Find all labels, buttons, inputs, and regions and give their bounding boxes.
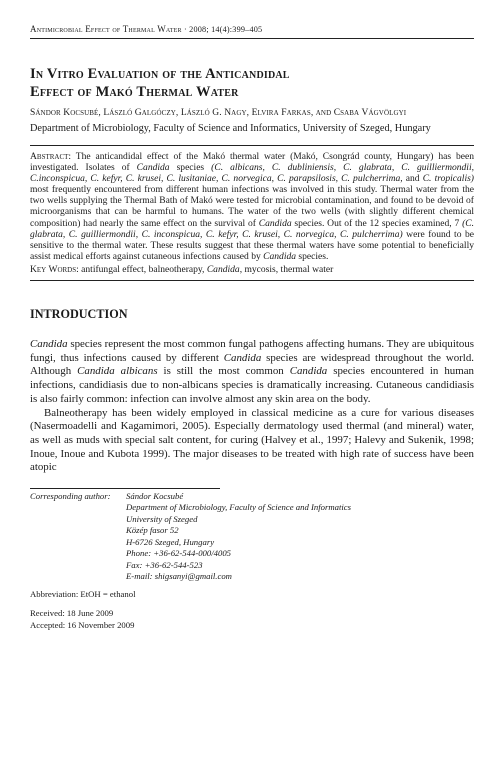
intro-italic: Candida <box>223 351 262 364</box>
corresponding-name: Sándor Kocsubé <box>126 491 184 502</box>
intro-italic: Candida <box>30 338 68 351</box>
keywords-text: , mycosis, thermal water <box>239 263 334 275</box>
running-head <box>30 24 474 39</box>
keywords <box>30 264 474 281</box>
abstract-label: Abstract: <box>30 151 72 162</box>
corresponding-city: H-6726 Szeged, Hungary <box>126 536 215 547</box>
submission-dates <box>30 608 474 631</box>
affiliation: Department of Microbiology, Faculty of Science and Informatics, University of Szeged, Hungary <box>30 123 431 134</box>
intro-text: is still the most common <box>157 365 290 378</box>
corresponding-street: Közép fasor 52 <box>126 525 179 536</box>
corresponding-author-label: Corresponding author: <box>30 491 111 502</box>
abstract-text: most frequently encountered from different human infections was involved in this study. Thermal water from the two wells supplying the Thermal Bath of Makó were tested for microbial contamination, and found to be devoid of microorganisms that can be harmful to humans. The water of the two wells (with slightly different chemical composition) had nearly the same effect on the survival of <box>30 184 474 229</box>
intro-italic: Candida <box>289 365 328 378</box>
corresponding-email[interactable]: E-mail: shigsanyi@gmail.com <box>126 570 232 581</box>
intro-text: species encountered in human infections, candidiasis due to non-albicans species is dramatically increasing. Cutaneous candidiasis is also fairly common: infection can involve almost any skin area on the body. <box>30 365 474 405</box>
corresponding-author-block <box>30 491 474 582</box>
abstract-text: species. <box>296 250 329 262</box>
received-date: Received: 18 June 2009 <box>30 608 114 619</box>
abstract-text: and <box>402 173 423 185</box>
abstract-text: species <box>169 162 212 174</box>
abstract-italic: Candida <box>263 250 297 262</box>
author-list: Sándor Kocsubé, László Galgóczy, László G. Nagy, Elvira Farkas, and Csaba Vágvölgyi <box>30 108 407 118</box>
running-head-citation: · 2008; 14(4):399–405 <box>184 25 263 34</box>
abstract-text: species. Out of the 12 species examined, 7 <box>291 217 463 229</box>
section-heading-introduction: INTRODUCTION <box>30 307 128 322</box>
abstract-italic: C. tropicalis) <box>422 173 474 185</box>
keywords-italic: Candida <box>206 263 240 275</box>
keywords-text: antifungal effect, balneotherapy, <box>78 263 207 275</box>
introduction-body <box>30 338 474 475</box>
abstract-italic: (C. albicans, C. dubliniensis, C. glabrata, C. guilliermondii, C.inconspicua, C. kefyr, C. krusei, C. lusitaniae, C. norvegica, C. parapsilosis, C. pulcherrima, <box>30 162 474 185</box>
intro-text: species are widespread throughout the world. Although <box>30 351 474 378</box>
abstract-text: were found to be sensitive to the thermal water. These results suggest that these thermal waters have some potential to beneficially assist medical efforts against cutaneous infections caused by <box>30 228 474 262</box>
intro-paragraph-2: Balneotherapy has been widely employed in classical medicine as a cure for various diseases (Nasermoadelli and Kagamimori, 2005). Especially dermatology used thermal (and mineral) water, as well as muds with special salt content, for curing (Halvey et al., 1997; Halevy and Sukenik, 1998; Inoue, Inoue and Kubota 1999). The major diseases to be treated with high rate of success have been atopic <box>30 406 474 474</box>
title-line-1: In Vitro Evaluation of the Anticandidal <box>30 66 290 82</box>
footnote-divider <box>30 488 220 489</box>
abstract-italic: Candida <box>136 162 170 174</box>
abstract-italic: (C. glabrata, C. guilliermondii, C. inconspicua, C. kefyr, C. krusei, C. norvegica, C. pulcherrima) <box>30 217 474 240</box>
corresponding-department: Department of Microbiology, Faculty of Science and Informatics <box>126 502 352 513</box>
intro-italic: Candida albicans <box>77 365 158 378</box>
abstract-text: The anticandidal effect of the Makó thermal water (Makó, Csongrád county, Hungary) has been investigated. Isolates of <box>30 151 474 174</box>
intro-text: species represent the most common fungal pathogens affecting humans. They are ubiquitous fungi, thus infections caused by different <box>30 338 474 364</box>
corresponding-author-details <box>126 491 351 582</box>
title-line-2: Effect of Makó Thermal Water <box>30 84 239 100</box>
corresponding-fax: Fax: +36-62-544-523 <box>126 559 203 570</box>
intro-paragraph-1 <box>30 338 474 407</box>
abstract-italic: Candida <box>258 217 292 229</box>
keywords-label: Key Words: <box>30 263 79 275</box>
accepted-date: Accepted: 16 November 2009 <box>30 619 135 630</box>
corresponding-phone: Phone: +36-62-544-000/4005 <box>126 548 232 559</box>
article-title <box>30 65 474 101</box>
abbreviation-note: Abbreviation: EtOH = ethanol <box>30 589 136 600</box>
abstract <box>30 145 474 281</box>
running-head-journal: Antimicrobial Effect of Thermal Water <box>30 24 182 34</box>
corresponding-university: University of Szeged <box>126 513 198 524</box>
